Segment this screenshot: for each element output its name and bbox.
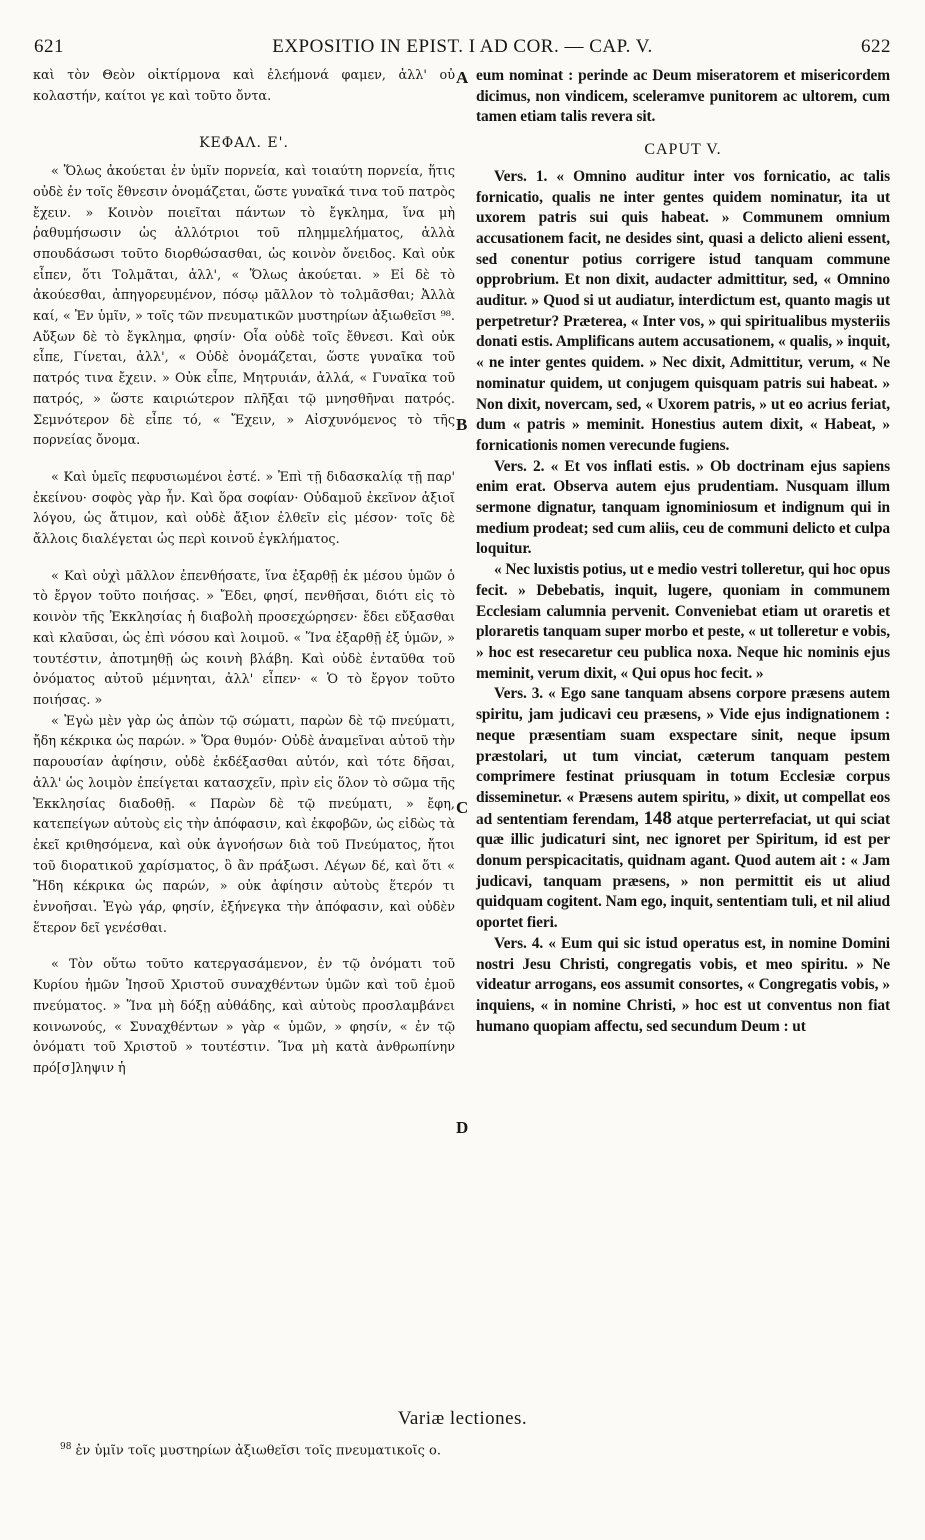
- margin-mark-d: D: [456, 1118, 469, 1137]
- margin-mark-b: B: [456, 415, 468, 434]
- latin-paragraph: Vers. 2. « Et vos inflati estis. » Ob doctrinam ejus sapiens enim erat. Observa autem ejus prudentiam. Nusquam illum sermone dignatur, tanquam ignominiosum et indignum qui in medium prodeat; sed cum aliis, ceu de communi delicto et culpa loquitur.: [476, 457, 890, 558]
- running-header: [34, 36, 891, 62]
- greek-paragraph: « Καὶ οὐχὶ μᾶλλον ἐπενθήσατε, ἵνα ἐξαρθῇ ἐκ μέσου ὑμῶν ὁ τὸ ἔργον τοῦτο ποιήσας. » Ἔδει, φησί, πενθῆσαι, διότι εἰς τὸ κοινὸν τῆς Ἐκκλησίας ἡ διαβολὴ προσεχώρησεν· ἔδει εὔξασθαι καὶ κλαῦσαι, ὡς ἐπὶ νόσου καὶ λοιμοῦ. « Ἵνα ἐξαρθῇ ἐξ ὑμῶν, » τουτέστιν, ἀποτμηθῇ ὡς κοινὴ βλάβη. Καὶ οὐδὲ ἐνταῦθα τοῦ ὀνόματος αὐτοῦ μέμνηται, ἀλλ' εἶπεν· « Ὁ τὸ ἔργον τοῦτο ποιήσας. »: [33, 568, 455, 708]
- latin-chapter-heading: CAPUT V.: [644, 141, 722, 159]
- variae-lectiones-title: Variæ lectiones.: [397, 1408, 528, 1429]
- running-title: EXPOSITIO IN EPIST. I AD COR. — CAP. V.: [272, 36, 653, 57]
- greek-chapter-heading: ΚΕΦΑΛ. Ε'.: [199, 135, 289, 152]
- latin-column: [476, 66, 890, 1037]
- greek-column: [33, 66, 455, 1080]
- greek-paragraph: « Τὸν οὕτω τοῦτο κατεργασάμενον, ἐν τῷ ὀνόματι τοῦ Κυρίου ἡμῶν Ἰησοῦ Χριστοῦ συναχθέντων ὑμῶν καὶ τοῦ ἐμοῦ πνεύματος. » Ἵνα μὴ δόξῃ αὐθάδης, καὶ αὐτοὺς προσλαμβάνει κοινωνούς, « Συναχθέντων » γὰρ « ὑμῶν, » φησίν, « ἐν τῷ ὀνόματι τοῦ Χριστοῦ » τουτέστιν. Ἵνα μὴ κατὰ ἀνθρωπίνην πρό[σ]ληψιν ἡ: [33, 957, 455, 1076]
- latin-text: Vers. 3. « Ego sane tanquam absens corpore præsens autem spiritu, jam judicavi ceu præsens, » Vide ejus indignationem : neque præsentiam suam exspectare sinit, neque ipsum præstolari, ut tum vinciat, cæterum tanquam pestem comprimere festinat priusquam in totum Ecclesiæ corpus disseminetur. « Præsens autem spiritu, » dixit, ut compellat eos ad sententiam ferendam,: [476, 685, 890, 828]
- latin-intro: eum nominat : perinde ac Deum miseratorem et misericordem dicimus, non vindicem, sceleramve punitorem ac ultorem, cum tamen etiam talis revera sit.: [476, 67, 890, 126]
- variant-reading-note: [60, 1442, 880, 1458]
- note-text: ἐν ὑμῖν τοῖς μυστηρίων ἀξιωθεῖσι τοῖς πνευματικοῖς ο.: [75, 1443, 442, 1459]
- greek-paragraph: « Ἐγὼ μὲν γὰρ ὡς ἀπὼν τῷ σώματι, παρὼν δὲ τῷ πνεύματι, ἤδη κέκρικα ὡς παρών. » Ὅρα θυμόν· Οὐδὲ ἀναμεῖναι αὐτοῦ τὴν παρουσίαν ἀφίησιν, οὐδὲ ἐκδέξασθαι αὐτόν, καὶ τότε δῆσαι, ἀλλ' ὡς λοιμὸν ἐπείγεται κατασχεῖν, πρὶν εἰς ὅλον τὸ σῶμα τῆς Ἐκκλησίας διαδοθῇ. « Παρὼν δὲ τῷ πνεύματι, » ἔφη, κατεπείγων αὐτοὺς εἰς τὴν ἀπόφασιν, καὶ ἐκφοβῶν, ὡς εἰδὼς τὰ ἐκεῖ κριθησόμενα, καὶ οὐκ ἀγνοήσων διὰ τοῦ Πνεύματος, ἤτοι τοῦ διορατικοῦ χαρίσματος, ὃ ἂν πράξωσι. Λέγων δέ, καὶ ὅτι « Ἤδη κέκρικα ὡς παρών, » οὐκ ἀφίησιν αὐτοὺς ἕτερόν τι ἐννοῆσαι. Ἐγὼ γάρ, φησίν, ἐξήνεγκα τὴν ἀπόφασιν, καὶ οὐδὲν ἕτερον δεῖ γενέσθαι.: [33, 713, 455, 936]
- latin-paragraph: Vers. 1. « Omnino auditur inter vos fornicatio, ac talis fornicatio, qualis ne inter gentes quidem nominatur, ita ut uxorem patris sui quis habeat. » Communem omnium accusationem facit, ne desides sint, quasi a delicto alieni essent, sed conentur potius corrigere istud tanquam commune opprobrium. Et non dixit, audacter admittitur, sed, « Omnino auditur. » Quod si ut audiatur, interdictum est, quanto magis ut perpetretur? Præterea, « Inter vos, » qui spiritualibus mysteriis donati estis. Amplificans autem accusationem, « qualis, » inquit, « ne inter gentes quidem. » Nec dixit, Admittitur, verum, « Ne nominatur quidem, ut conjugem quisquam patris sui habeat. » Non dixit, novercam, sed, « Uxorem patris, » ut eo acrius feriat, dum « patris » meminit. Honestius autem dixit, « Habeat, » fornicationis nomen verecunde fugiens.: [476, 167, 890, 454]
- margin-mark-a: A: [456, 68, 469, 87]
- page-number-left: 621: [34, 36, 64, 57]
- latin-paragraph: « Nec luxistis potius, ut e medio vestri tolleretur, qui hoc opus fecit. » Debebatis, inquit, lugere, quoniam in communem Ecclesiam calumnia pervenit. Conveniebat etiam ut oraretis et ploraretis tanquam super morbo et peste, « ut tolleretur e vobis, » hoc est resecaretur ceu publica noxa. Neque hic nominis ejus meminit, verum dixit, « Qui opus hoc fecit. »: [476, 561, 890, 682]
- greek-intro: καὶ τὸν Θεὸν οἰκτίρμονα καὶ ἐλεήμονά φαμεν, ἀλλ' οὐ κολαστήν, καίτοι γε καὶ τοῦτο ὄντα.: [33, 68, 455, 104]
- greek-paragraph: « Καὶ ὑμεῖς πεφυσιωμένοι ἐστέ. » Ἐπὶ τῇ διδασκαλίᾳ τῇ παρ' ἐκείνου· σοφὸς γὰρ ἦν. Καὶ ὅρα σοφίαν· Οὐδαμοῦ ἐκεῖνον ἀξιοῖ λόγου, ὡς ἄτιμον, καὶ οὐδὲ ἄξιον ἐλθεῖν εἰς μέσον· τοῖς δὲ ἄλλοις διαλέγεται ὡς περὶ κοινοῦ ἐγκλήματος.: [33, 469, 455, 548]
- note-number: 98: [60, 1442, 72, 1452]
- latin-text: atque perterrefaciat, ut qui sciat quæ illic judicaturi sint, nec ignoret per Spiritum, id est per donum perspicacitatis, quidnam agant. Quod autem ait : « Jam judicavi, tanquam præsens, » non permittit eis ut aliud quidquam cogitent. Nam ego, inquit, sententiam tuli, et nil aliud oportet fieri.: [476, 810, 890, 932]
- page-number-right: 622: [861, 36, 891, 57]
- latin-paragraph: [476, 684, 890, 933]
- greek-paragraph: « Ὅλως ἀκούεται ἐν ὑμῖν πορνεία, καὶ τοιαύτη πορνεία, ἥτις οὐδὲ ἐν τοῖς ἔθνεσιν ὀνομάζεται, ὥστε γυναῖκά τινα τοῦ πατρὸς ἔχειν. » Κοινὸν ποιεῖται πάντων τὸ ἔγκλημα, ἵνα μὴ ῥαθυμήσωσιν ὡς ἀλλότριοι τοῦ πλημμελήματος, ἀλλὰ σπουδάσωσι τοῦτο διορθώσασθαι, ὡς κοινὸν ὄνειδος. Καὶ οὐκ εἶπεν, ὅτι Τολμᾶται, ἀλλ', « Ὅλως ἀκούεται. » Εἰ δὲ τὸ ἀκούεσθαι, ἀπηγορευμένον, πόσῳ μᾶλλον τὸ τολμᾶσθαι; Ἀλλὰ καί, « Ἐν ὑμῖν, » τοῖς τῶν πνευματικῶν μυστηρίων ἀξιωθεῖσι ⁹⁸. Αὔξων δὲ τὸ ἔγκλημα, φησίν· Οἷα οὐδὲ τοῖς ἔθνεσι. Καὶ οὐκ εἶπε, Γίνεται, ἀλλ', « Οὐδὲ ὀνομάζεται, ὥστε γυναῖκα τοῦ πατρός τινα ἔχειν. » Οὐκ εἶπε, Μητρυιάν, ἀλλά, « Γυναῖκα τοῦ πατρός, » ὥστε καιριώτερον πλῆξαι τῷ μνησθῆναι πατρός. Σεμνότερον δὲ εἶπε τό, « Ἔχειν, » Αἰσχυνόμενος τὸ τῆς πορνείας ὄνομα.: [33, 164, 455, 449]
- latin-paragraph: Vers. 4. « Eum qui sic istud operatus est, in nomine Domini nostri Jesu Christi, congregatis vobis, et meo spiritu. » Ne videatur arrogans, eos assumit consortes, « Congregatis vobis, » inquiens, « in nomine Christi, » hoc est ut conventus non fiat humano quopiam affectu, sed secundum Deum : ut: [476, 934, 890, 1035]
- migne-column-number: 148: [643, 807, 672, 829]
- margin-mark-c: C: [456, 798, 469, 817]
